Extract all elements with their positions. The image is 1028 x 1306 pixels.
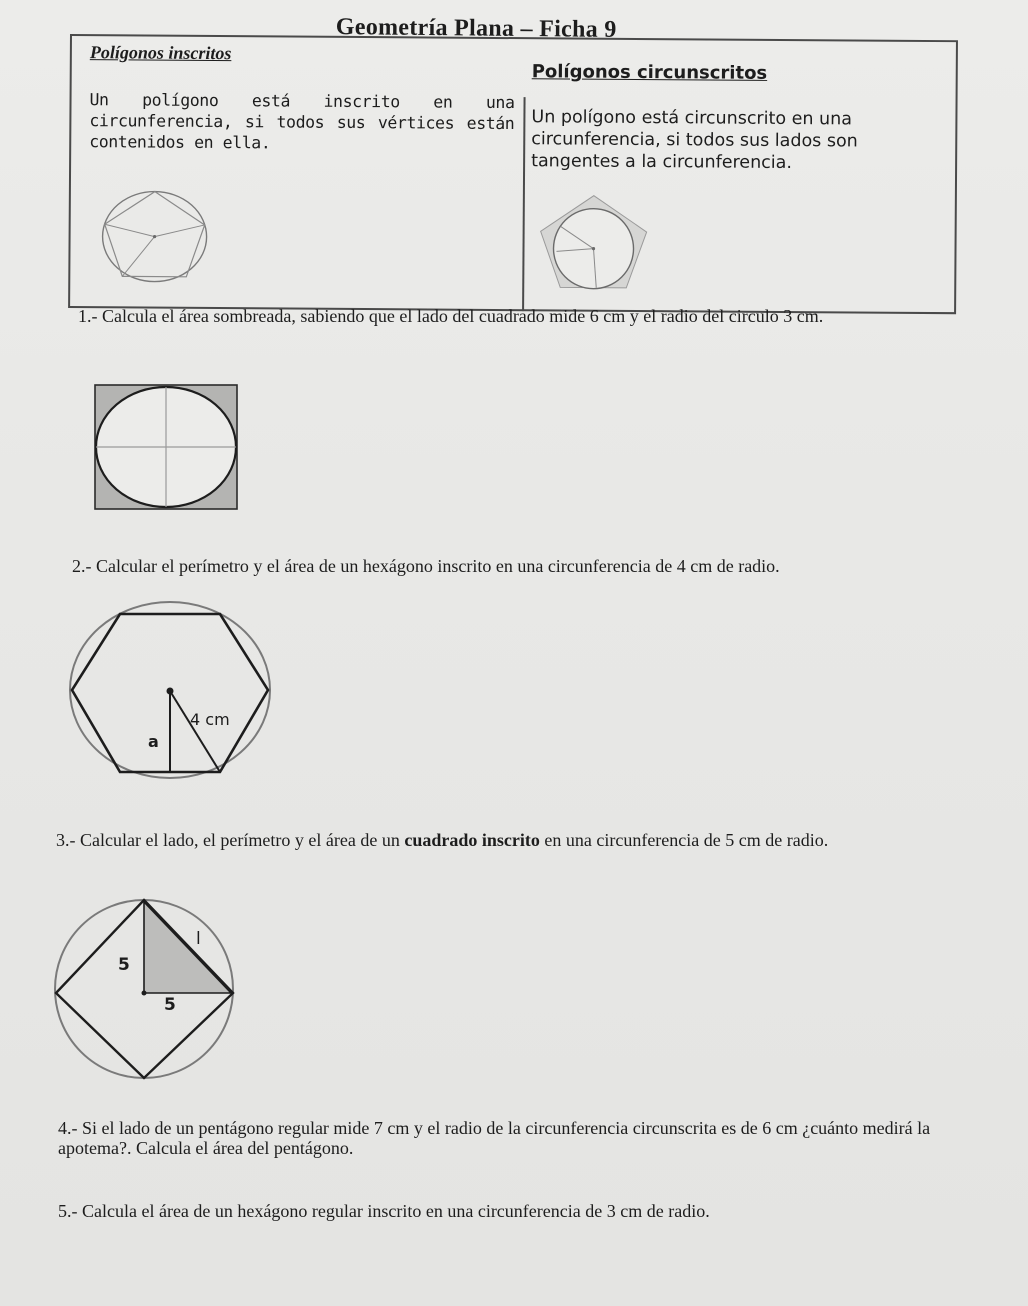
- inscribed-center-point: [153, 235, 156, 238]
- question-3-text-start: 3.- Calcular el lado, el perímetro y el área de un: [56, 830, 405, 850]
- horizontal-leg-label: 5: [164, 995, 176, 1015]
- inscribed-heading: Polígonos inscritos: [89, 42, 232, 64]
- square-circle-figure: [94, 384, 240, 512]
- square-in-circle-figure: [52, 898, 238, 1080]
- inscribed-radius-1: [105, 224, 155, 236]
- circumscribed-column: [531, 61, 940, 175]
- inscribed-definition: Un polígono está inscrito en una circunferencia, si todos sus vértices están contenidos en ella.: [89, 90, 515, 153]
- question-3-text-end: en una circunferencia de 5 cm de radio.: [539, 830, 829, 850]
- table-column-divider: [522, 97, 525, 311]
- question-5: 5.- Calcula el área de un hexágono regular inscrito en una circunferencia de 3 cm de radio.: [58, 1201, 710, 1221]
- inscribed-pentagon-figure: [94, 184, 215, 289]
- question-4: 4.- Si el lado de un pentágono regular mide 7 cm y el radio de la circunferencia circunscrita es de 6 cm ¿cuánto medirá la apotema?. Calcula el área del pentágono.: [58, 1118, 931, 1158]
- hexagon-figure: [68, 600, 274, 780]
- square-center-point: [142, 991, 147, 996]
- question-1: 1.- Calcula el área sombreada, sabiendo que el lado del cuadrado mide 6 cm y el radio del circulo 3 cm.: [78, 306, 824, 326]
- radius-label: 4 cm: [190, 710, 230, 729]
- apothem-label: a: [148, 732, 159, 751]
- inscribed-column: [89, 42, 515, 155]
- question-2: 2.- Calcular el perímetro y el área de un hexágono inscrito en una circunferencia de 4 cm de radio.: [72, 556, 780, 576]
- circumscribed-definition: Un polígono está circunscrito en una circunferencia, si todos sus lados son tangentes a la circunferencia.: [531, 107, 858, 174]
- circumscribed-heading: Polígonos circunscritos: [531, 61, 768, 84]
- circumscribed-center-point: [592, 247, 595, 250]
- inscribed-radius-3: [122, 236, 154, 276]
- hypotenuse-label: l: [196, 929, 201, 949]
- shaded-triangle: [144, 902, 231, 993]
- vertical-leg-label: 5: [118, 955, 130, 975]
- circumscribed-pentagon-figure: [538, 191, 649, 292]
- question-3: [56, 830, 976, 850]
- page-title: Geometría Plana – Ficha 9: [335, 14, 617, 43]
- question-3-bold-term: cuadrado inscrito: [404, 830, 540, 850]
- radius-line: [170, 691, 220, 772]
- definitions-table: [68, 34, 958, 314]
- inscribed-radius-2: [155, 225, 205, 237]
